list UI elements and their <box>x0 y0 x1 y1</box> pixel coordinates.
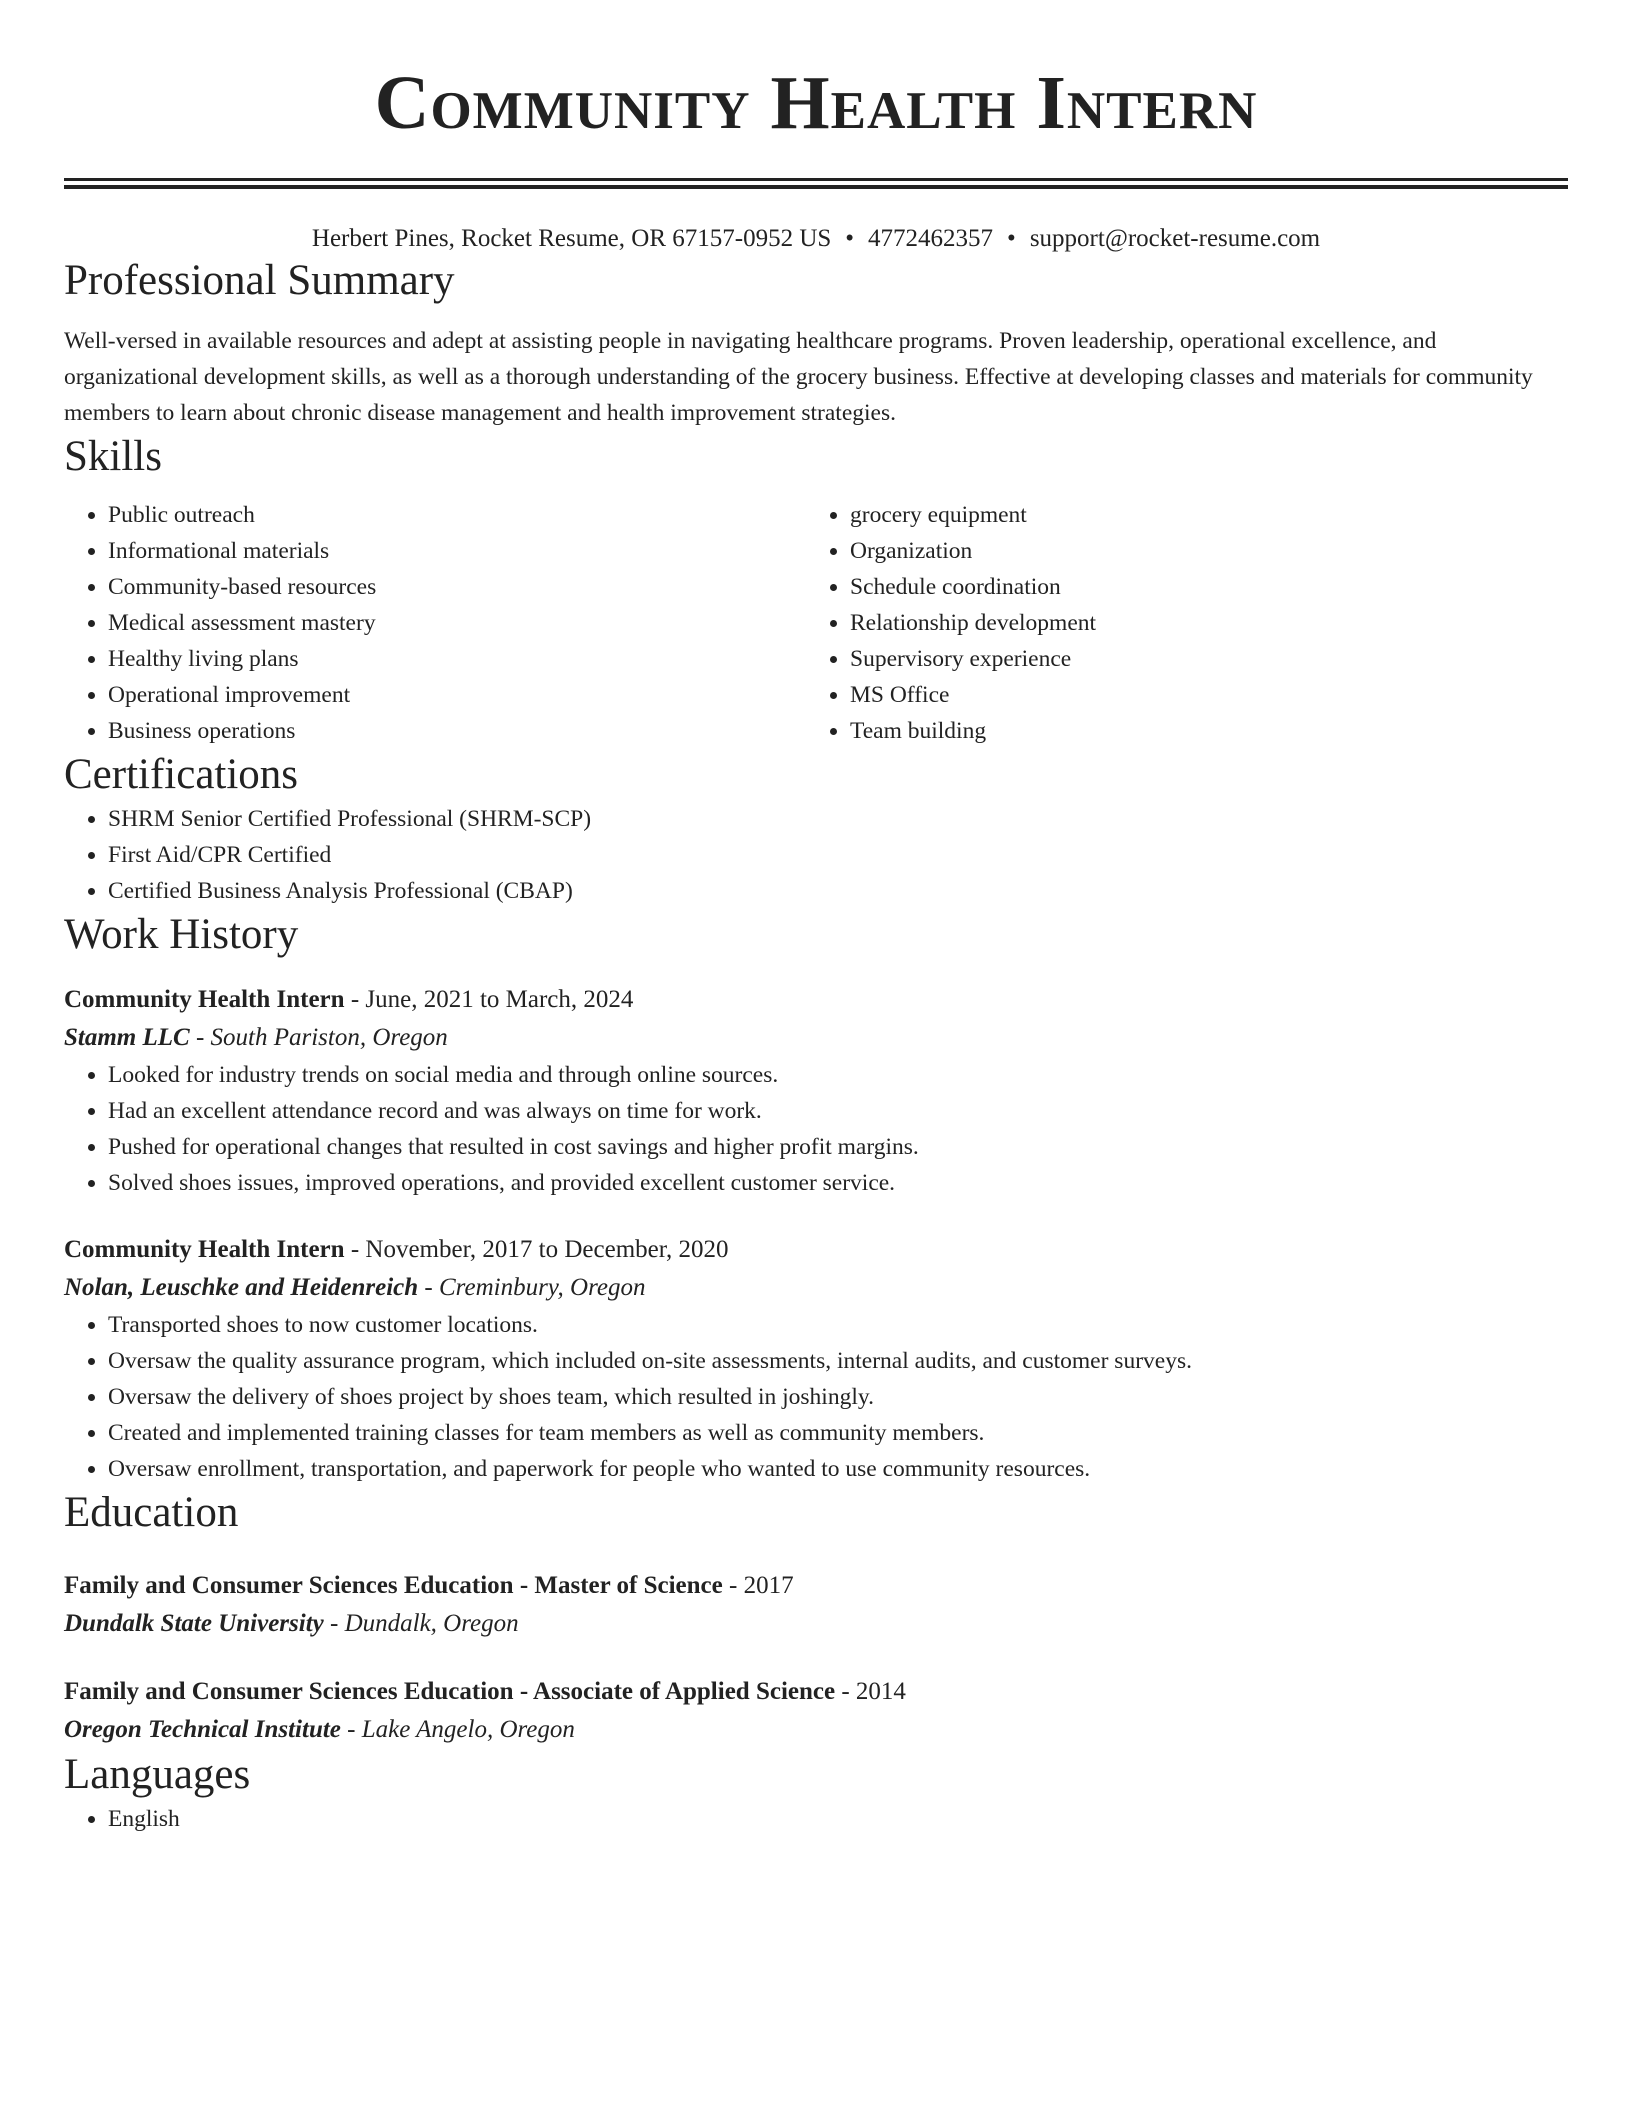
contact-separator: • <box>845 225 855 252</box>
skill-item: • Business operations <box>108 713 806 749</box>
skills-list-right <box>806 497 1548 749</box>
certification-item: • SHRM Senior Certified Professional (SHRM-SCP) <box>108 801 1568 837</box>
education-header <box>64 1567 1568 1605</box>
skill-item: • grocery equipment <box>850 497 1548 533</box>
certifications-list <box>64 801 1568 909</box>
job-duty-item: • Transported shoes to now customer locations. <box>108 1307 1568 1343</box>
certification-item: • Certified Business Analysis Professional (CBAP) <box>108 873 1568 909</box>
certification-item: • First Aid/CPR Certified <box>108 837 1568 873</box>
skill-item: • Team building <box>850 713 1548 749</box>
skills-list-left <box>64 497 806 749</box>
education-location: - Dundalk, Oregon <box>323 1610 519 1637</box>
education-institution <box>64 1711 1568 1749</box>
skill-item: • Relationship development <box>850 605 1548 641</box>
job-duty-item: • Had an excellent attendance record and was always on time for work. <box>108 1093 1568 1129</box>
languages-list <box>64 1801 1568 1837</box>
job-employer <box>64 1019 1568 1057</box>
job-duty-item: • Oversaw enrollment, transportation, and paperwork for people who wanted to use community resources. <box>108 1451 1568 1487</box>
education-entry <box>64 1567 1568 1643</box>
skill-item: • Medical assessment mastery <box>108 605 806 641</box>
skill-item: • Supervisory experience <box>850 641 1548 677</box>
job-employer <box>64 1269 1568 1307</box>
contact-address: Herbert Pines, Rocket Resume, OR 67157-0952 US <box>311 225 832 252</box>
education-heading: Education <box>64 1489 239 1536</box>
job-role: Community Health Intern <box>64 986 345 1013</box>
education-location: - Lake Angelo, Oregon <box>340 1716 575 1743</box>
job-entry <box>64 1231 1568 1487</box>
education-institution <box>64 1605 1568 1643</box>
job-header <box>64 1231 1568 1269</box>
skill-item: • Operational improvement <box>108 677 806 713</box>
job-company: Stamm LLC <box>64 1024 190 1051</box>
skill-item: • MS Office <box>850 677 1548 713</box>
education-school: Dundalk State University <box>64 1610 324 1637</box>
languages-heading: Languages <box>64 1751 251 1798</box>
contact-separator: • <box>1007 225 1016 252</box>
education-school: Oregon Technical Institute <box>64 1716 341 1743</box>
skills-columns <box>64 497 1568 749</box>
job-header <box>64 981 1568 1019</box>
contact-phone: 4772462357 <box>868 225 994 252</box>
certifications-heading: Certifications <box>64 751 299 798</box>
summary-text: Well-versed in available resources and adept at assisting people in navigating healthcare programs. Proven leadership, operational excellence, and organizational development skills, as well as a thorough understanding of the grocery business. Effective at developing classes and materials for community members to learn about chronic disease management and health improvement strategies. <box>64 328 1533 426</box>
job-duty-item: • Pushed for operational changes that resulted in cost savings and higher profit margins. <box>108 1129 1568 1165</box>
job-dates: - June, 2021 to March, 2024 <box>344 986 634 1013</box>
job-entry <box>64 981 1568 1201</box>
job-duty-item: • Oversaw the quality assurance program, which included on-site assessments, internal audits, and customer surveys. <box>108 1343 1568 1379</box>
education-degree: Family and Consumer Sciences Education - Associate of Applied Science <box>64 1678 836 1705</box>
language-item: • English <box>108 1801 1568 1837</box>
job-dates: - November, 2017 to December, 2020 <box>344 1236 729 1263</box>
skills-heading: Skills <box>64 433 162 480</box>
education-degree: Family and Consumer Sciences Education - Master of Science <box>64 1572 723 1599</box>
job-location: - South Pariston, Oregon <box>189 1024 448 1051</box>
skills-column-left <box>64 497 806 749</box>
skill-item: • Healthy living plans <box>108 641 806 677</box>
skill-item: • Organization <box>850 533 1548 569</box>
work-history-heading: Work History <box>64 911 299 958</box>
job-duties-list <box>64 1057 1568 1201</box>
contact-email: support@rocket-resume.com <box>1029 225 1321 252</box>
education-year: - 2017 <box>722 1572 794 1599</box>
job-duty-item: • Solved shoes issues, improved operations, and provided excellent customer service. <box>108 1165 1568 1201</box>
job-duty-item: • Oversaw the delivery of shoes project by shoes team, which resulted in joshingly. <box>108 1379 1568 1415</box>
title-divider <box>64 178 1568 189</box>
job-duties-list <box>64 1307 1568 1487</box>
skills-column-right <box>806 497 1548 749</box>
education-entry <box>64 1673 1568 1749</box>
skill-item: • Informational materials <box>108 533 806 569</box>
skill-item: • Public outreach <box>108 497 806 533</box>
job-duty-item: • Created and implemented training classes for team members as well as community members. <box>108 1415 1568 1451</box>
skill-item: • Schedule coordination <box>850 569 1548 605</box>
education-header <box>64 1673 1568 1711</box>
contact-line <box>64 223 1568 255</box>
job-company: Nolan, Leuschke and Heidenreich <box>64 1274 419 1301</box>
education-year: - 2014 <box>835 1678 906 1705</box>
resume-title: Community Health Intern <box>374 61 1258 145</box>
summary-heading: Professional Summary <box>64 257 455 304</box>
job-location: - Creminbury, Oregon <box>418 1274 646 1301</box>
skill-item: • Community-based resources <box>108 569 806 605</box>
job-duty-item: • Looked for industry trends on social media and through online sources. <box>108 1057 1568 1093</box>
job-role: Community Health Intern <box>64 1236 345 1263</box>
